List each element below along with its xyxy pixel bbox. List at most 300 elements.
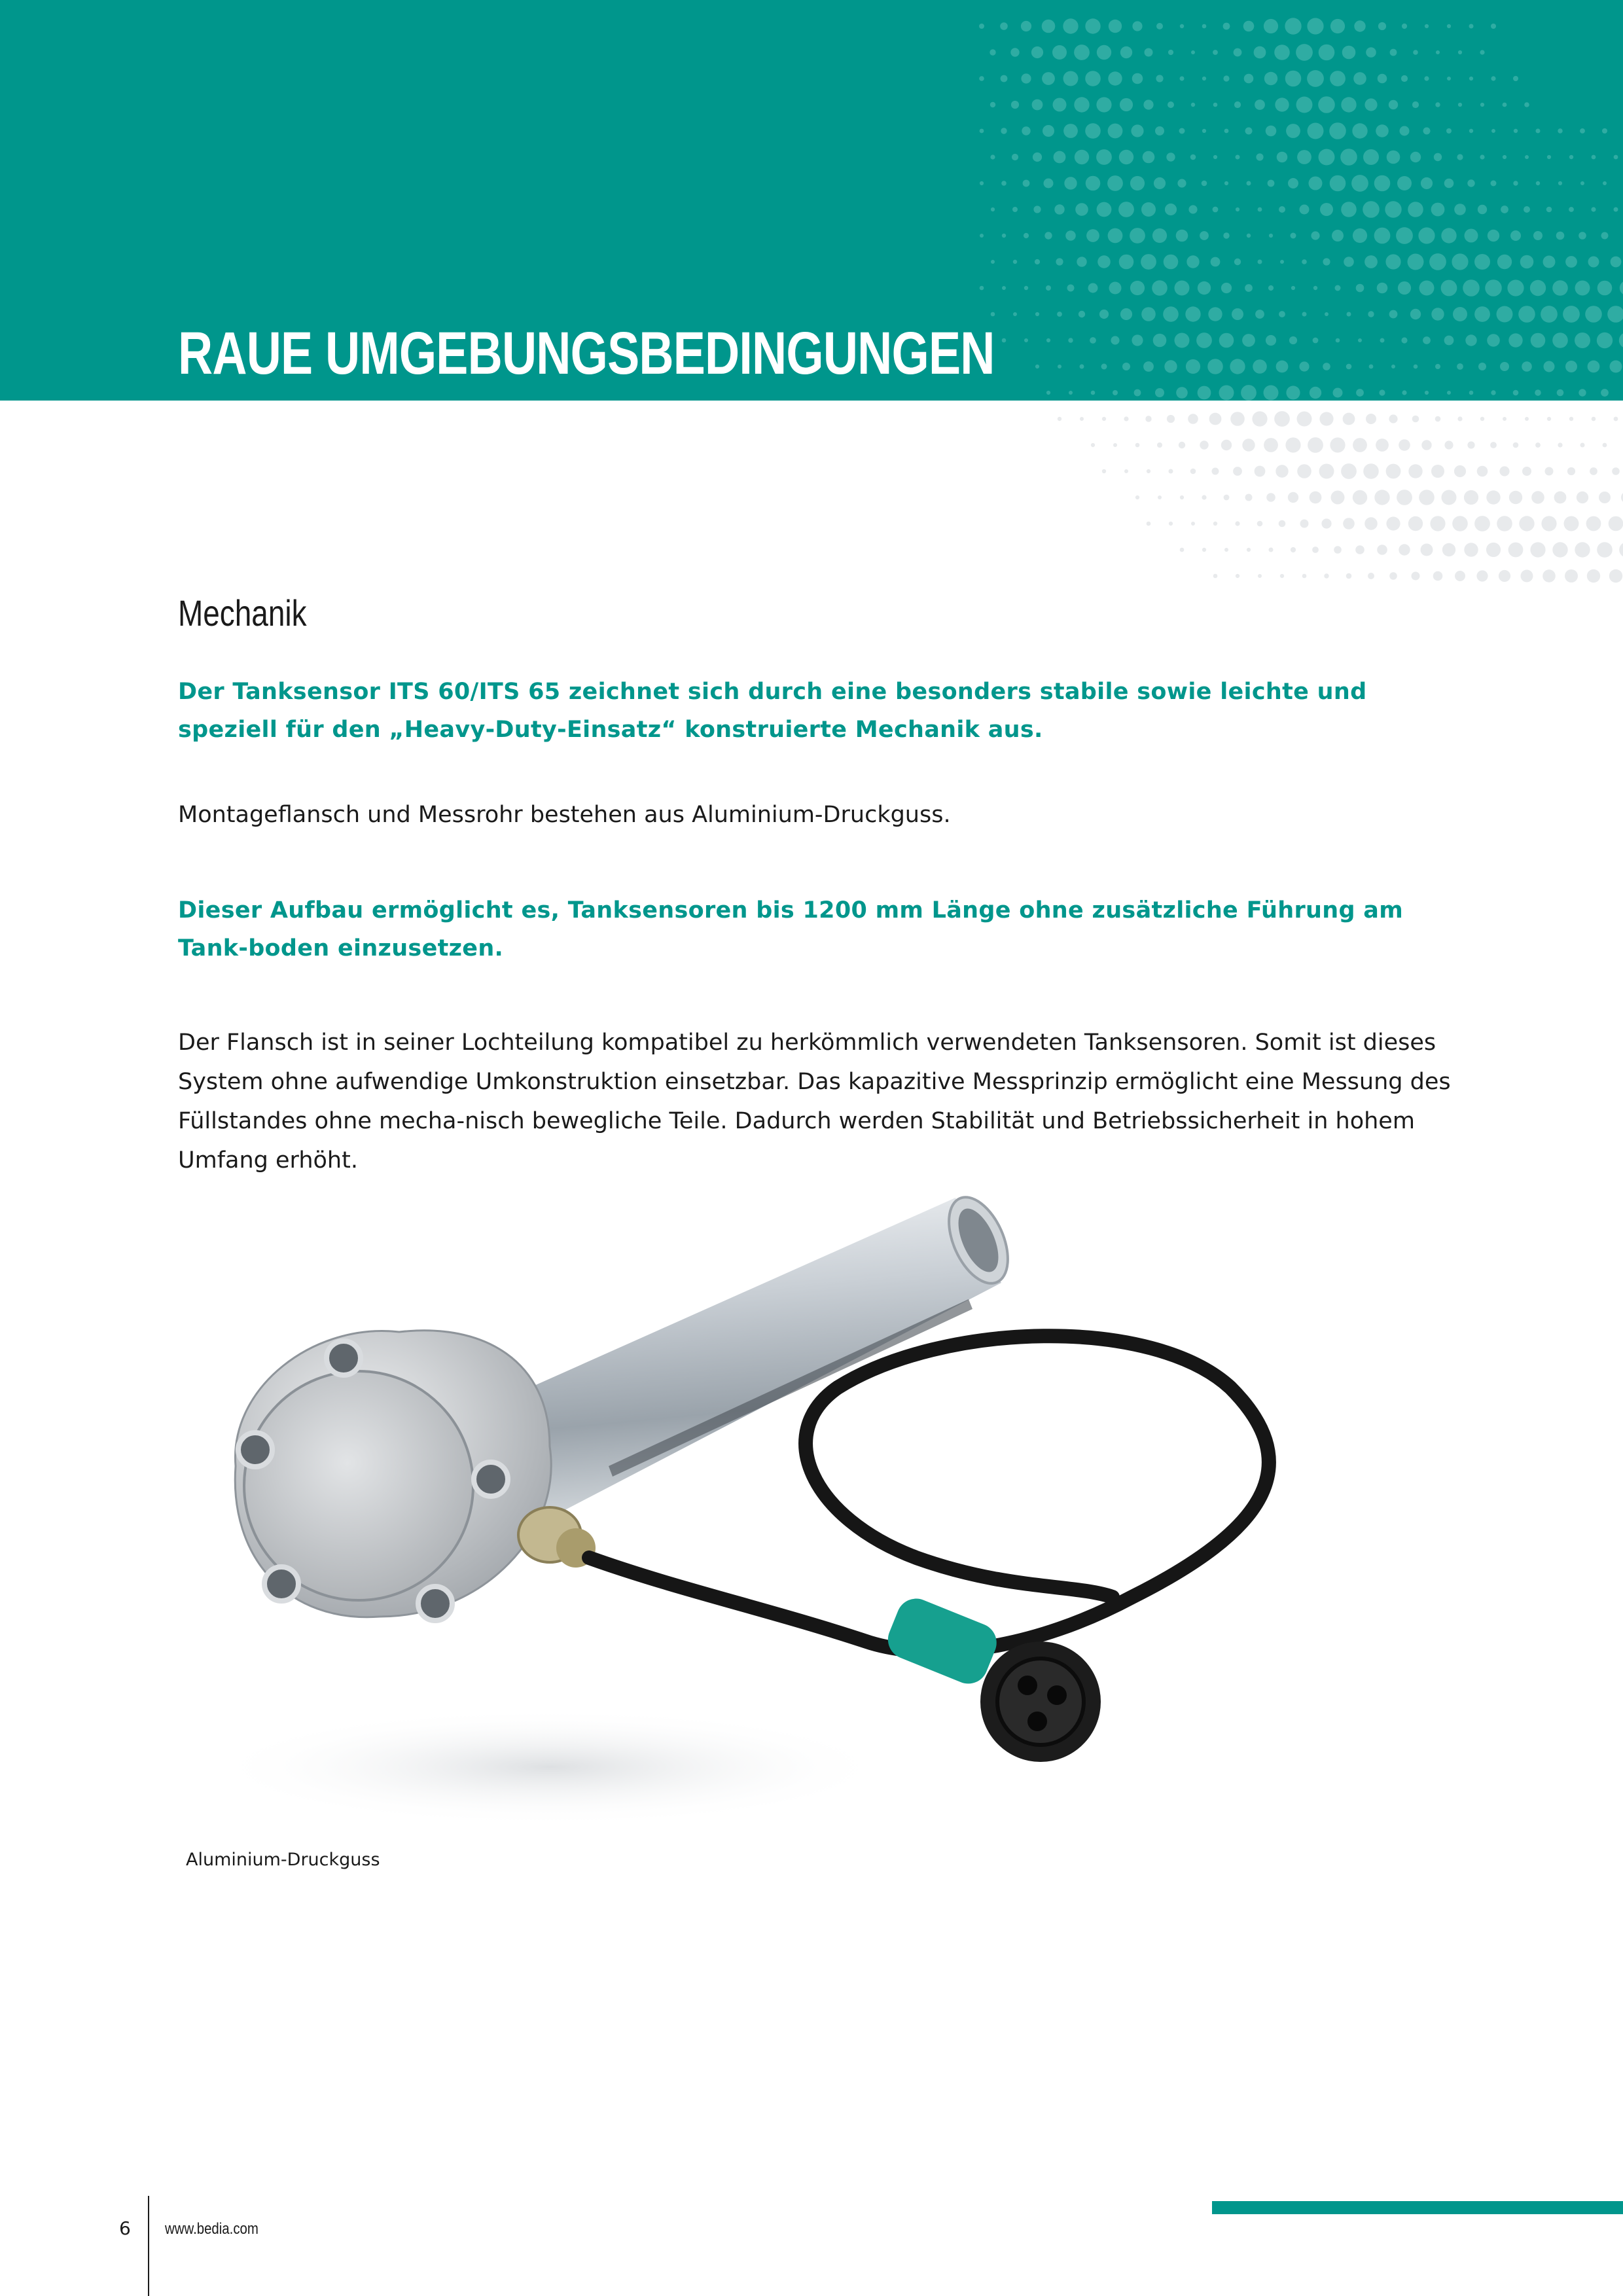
decorative-dot [1580, 128, 1585, 134]
decorative-dot [1474, 306, 1490, 322]
decorative-dot [1242, 334, 1255, 347]
decorative-dot [1612, 467, 1620, 475]
decorative-dot [1610, 361, 1622, 373]
decorative-dot [1058, 365, 1061, 368]
decorative-dot [1179, 442, 1185, 448]
decorative-dot [1255, 99, 1265, 110]
decorative-dot [1401, 75, 1408, 82]
decorative-dot [1291, 286, 1295, 290]
decorative-dot [1185, 306, 1200, 321]
decorative-dot [1508, 543, 1524, 558]
decorative-dot [1291, 547, 1296, 552]
decorative-dot [1230, 359, 1245, 374]
decorative-dot [1480, 103, 1484, 107]
decorative-dot [1152, 228, 1167, 243]
decorative-dot [1565, 361, 1577, 372]
decorative-dot [1155, 388, 1164, 397]
decorative-dot [1455, 571, 1465, 581]
decorative-dot [1519, 516, 1534, 531]
decorative-dot [1032, 99, 1043, 111]
decorative-dot [1241, 385, 1257, 401]
decorative-dot [1213, 155, 1217, 159]
decorative-dot [1153, 334, 1167, 348]
decorative-dot [1469, 77, 1473, 81]
decorative-dot [1141, 307, 1156, 321]
decorative-dot [1024, 338, 1028, 342]
decorative-dot [1255, 310, 1264, 319]
decorative-dot [1113, 390, 1118, 395]
decorative-dot [1247, 181, 1251, 186]
decorative-dot [1085, 71, 1101, 86]
decorative-dot [1001, 181, 1007, 186]
decorative-dot [1324, 573, 1329, 578]
decorative-dot [1541, 516, 1556, 531]
decorative-dot [1611, 257, 1622, 268]
footer-url-link[interactable]: www.bedia.com [165, 2220, 259, 2238]
decorative-dot [1323, 258, 1330, 265]
decorative-dot [1368, 311, 1374, 317]
decorative-dot [1190, 469, 1196, 475]
decorative-dot [1247, 548, 1251, 552]
decorative-dot [1552, 280, 1568, 296]
decorative-dot [1364, 255, 1378, 268]
decorative-dot [1096, 97, 1111, 112]
decorative-dot [1113, 443, 1117, 447]
decorative-dot [1223, 75, 1229, 81]
decorative-dot [1575, 542, 1590, 557]
decorative-dot [1408, 202, 1423, 217]
connector-plug [882, 1592, 1101, 1762]
decorative-dot [1130, 176, 1145, 190]
decorative-dot [1291, 233, 1296, 239]
decorative-dot [1044, 179, 1054, 188]
decorative-dot [1297, 464, 1311, 478]
decorative-dot [1330, 175, 1346, 192]
decorative-dot [1476, 570, 1488, 581]
decorative-dot [1347, 312, 1351, 317]
decorative-dot [1130, 228, 1145, 243]
decorative-dot [1243, 21, 1255, 32]
decorative-dot [1310, 387, 1321, 399]
decorative-dot [1597, 281, 1613, 296]
decorative-dot [1309, 177, 1323, 190]
decorative-dot [1457, 363, 1463, 370]
decorative-dot [1499, 466, 1509, 476]
decorative-dot [1397, 490, 1412, 505]
decorative-dot [1554, 492, 1567, 504]
decorative-dot [1543, 569, 1556, 583]
decorative-dot [1585, 306, 1602, 323]
decorative-dot [1219, 386, 1234, 401]
decorative-dot [1279, 206, 1285, 213]
decorative-dot [1131, 124, 1143, 137]
decorative-dot [1245, 128, 1253, 135]
decorative-dot [1457, 154, 1463, 160]
decorative-dot [1279, 520, 1286, 528]
decorative-dot [1423, 128, 1431, 135]
decorative-dot [1578, 232, 1586, 240]
decorative-dot [1057, 312, 1062, 317]
decorative-dot [1491, 390, 1495, 395]
decorative-dot [1191, 50, 1195, 54]
decorative-dot [1168, 50, 1173, 55]
decorative-dot [1255, 466, 1266, 477]
decorative-dot [1480, 417, 1484, 421]
decorative-dot [1522, 467, 1531, 476]
decorative-dot [1046, 391, 1050, 395]
decorative-dot [1431, 308, 1444, 320]
decorative-dot [1155, 126, 1164, 135]
decorative-dot [1536, 181, 1540, 185]
decorative-dot [1288, 492, 1298, 503]
decorative-dot [1221, 283, 1232, 293]
decorative-dot [1299, 361, 1309, 371]
decorative-dot [1234, 101, 1241, 108]
section-heading: Mechanik [178, 592, 307, 634]
decorative-dot [1234, 259, 1241, 265]
decorative-dot [1176, 387, 1188, 399]
decorative-dot [1580, 443, 1585, 448]
decorative-dot [1434, 153, 1442, 161]
decorative-dot [1377, 283, 1388, 294]
decorative-dot [1223, 232, 1229, 238]
decorative-dot [1319, 412, 1333, 425]
decorative-dot [1341, 202, 1357, 217]
decorative-dot [1053, 98, 1067, 112]
decorative-dot [1569, 417, 1573, 421]
decorative-dot [1569, 207, 1574, 212]
decorative-dot [1042, 72, 1055, 85]
decorative-dot [1313, 338, 1319, 344]
footer-divider [148, 2196, 149, 2296]
decorative-dot [1424, 76, 1429, 81]
decorative-dot [1075, 203, 1088, 216]
decorative-dot [1186, 255, 1199, 268]
decorative-dot [1442, 490, 1457, 505]
decorative-dot [1486, 490, 1500, 504]
decorative-dot [1509, 491, 1522, 504]
decorative-dot [1369, 365, 1374, 369]
decorative-dot [1180, 548, 1185, 552]
decorative-dot [1577, 492, 1588, 503]
decorative-dot [1446, 128, 1452, 134]
decorative-dot [1235, 521, 1240, 526]
decorative-dot [1558, 442, 1562, 447]
decorative-dot [1454, 465, 1466, 477]
decorative-dot [1046, 285, 1051, 291]
decorative-dot [1280, 260, 1284, 264]
decorative-dot [1001, 128, 1007, 134]
decorative-dot [1190, 154, 1196, 160]
decorative-dot [1269, 548, 1274, 552]
decorative-dot [1232, 308, 1243, 320]
decorative-dot [1069, 391, 1073, 395]
decorative-dot [1052, 45, 1067, 60]
decorative-dot [1325, 312, 1329, 316]
decorative-dot [1412, 416, 1419, 423]
page-title: RAUE UMGEBUNGSBEDINGUNGEN [178, 320, 995, 387]
decorative-dot [1074, 97, 1089, 112]
decorative-dot [1491, 24, 1496, 29]
decorative-dot [1130, 281, 1145, 295]
decorative-dot [1275, 465, 1288, 477]
decorative-dot [1399, 439, 1410, 451]
decorative-dot [1063, 71, 1079, 86]
decorative-dot [1497, 255, 1512, 269]
decorative-dot [1079, 311, 1085, 317]
decorative-dot [1435, 364, 1440, 369]
decorative-dot [1402, 390, 1406, 395]
decorative-dot [1447, 24, 1451, 28]
decorative-dot [1058, 417, 1061, 421]
decorative-dot [1275, 98, 1289, 111]
decorative-dot [1499, 570, 1510, 582]
decorative-dot [1296, 97, 1313, 113]
decorative-dot [1389, 310, 1398, 319]
decorative-dot [1400, 126, 1410, 136]
decorative-dot [1207, 359, 1223, 374]
measuring-tube [471, 1191, 1020, 1532]
decorative-dot [1501, 206, 1508, 213]
decorative-dot [1308, 123, 1324, 139]
decorative-dot [1102, 417, 1106, 421]
decorative-dot [1351, 175, 1368, 192]
decorative-dot [1300, 520, 1309, 528]
decorative-dot [1319, 149, 1335, 166]
decorative-dot [1474, 516, 1490, 531]
decorative-dot [1010, 48, 1019, 56]
decorative-dot [1258, 574, 1262, 578]
decorative-dot [1413, 50, 1418, 55]
decorative-dot [1374, 490, 1389, 505]
decorative-dot [1202, 495, 1206, 499]
decorative-dot [1188, 205, 1197, 213]
body-paragraph-2: Der Flansch ist in seiner Lochteilung kompatibel zu herkömmlich verwendeten Tanksensoren. Somit ist dieses System ohne aufwendige Umkonstruktion einsetzbar. Das kapazitive Messprinzip ermöglicht eine Messung des Füllstandes ohne mecha-nisch bewegliche Teile. Dadurch werden Stabilität und Betriebssicherheit in hohem Umfang erhöht. [178, 1030, 1451, 1174]
decorative-dot [1441, 228, 1456, 243]
decorative-dot [1175, 281, 1190, 296]
decorative-dot [1164, 255, 1179, 270]
decorative-dot [1401, 337, 1407, 343]
decorative-dot [1056, 258, 1063, 265]
decorative-dot [991, 207, 995, 211]
decorative-dot [1480, 50, 1484, 54]
decorative-dot [1408, 464, 1422, 478]
decorative-dot [1097, 255, 1111, 268]
decorative-dot [1224, 181, 1228, 185]
decorative-dot [1425, 391, 1429, 395]
decorative-dot [1564, 516, 1579, 531]
decorative-dot [1346, 573, 1352, 579]
decorative-dot [1453, 307, 1467, 321]
decorative-dot [1154, 177, 1166, 189]
decorative-dot [990, 154, 995, 159]
decorative-dot [1276, 361, 1289, 373]
decorative-dot [1578, 389, 1586, 396]
decorative-dot [1023, 180, 1030, 187]
decorative-dot [1342, 46, 1356, 60]
decorative-dot [1143, 361, 1154, 372]
decorative-dot [1378, 74, 1387, 84]
decorative-dot [1333, 388, 1343, 398]
decorative-dot [1513, 76, 1518, 81]
decorative-dot [1208, 307, 1222, 321]
footer-accent-bar [1212, 2201, 1623, 2214]
decorative-dot [1452, 253, 1468, 270]
decorative-dot [1268, 285, 1274, 291]
decorative-dot [1312, 547, 1319, 553]
decorative-dot [1202, 24, 1207, 29]
decorative-dot [1331, 491, 1345, 505]
decorative-dot [1107, 175, 1123, 191]
decorative-dot [1134, 389, 1141, 397]
decorative-dot [1363, 463, 1379, 479]
decorative-dot [1043, 125, 1054, 137]
decorative-dot [1421, 440, 1431, 450]
decorative-dot [1302, 574, 1307, 579]
decorative-dot [1213, 522, 1217, 526]
decorative-dot [1390, 49, 1397, 56]
decorative-dot [1508, 333, 1522, 347]
decorative-dot [1077, 257, 1086, 266]
decorative-dot [1157, 442, 1162, 448]
mounting-flange [235, 1331, 551, 1621]
decorative-dot [1286, 386, 1300, 399]
decorative-dot [1245, 494, 1253, 501]
decorative-dot [1124, 469, 1128, 473]
decorative-dot [1252, 411, 1267, 426]
decorative-dot [1318, 96, 1335, 113]
decorative-dot [1202, 77, 1206, 81]
lead-paragraph-1: Der Tanksensor ITS 60/ITS 65 zeichnet sich durch eine besonders stabile sowie leichte und speziell für den „Heavy-Duty-Einsatz“ konstruierte Mechanik aus. [178, 679, 1367, 743]
decorative-dot [1132, 73, 1143, 84]
decorative-dot [1408, 254, 1424, 270]
decorative-dot [1419, 281, 1435, 296]
decorative-dot [1363, 149, 1379, 165]
decorative-dot [1191, 522, 1195, 526]
decorative-dot [1074, 45, 1090, 60]
decorative-dot [1510, 230, 1521, 241]
decorative-dot [1132, 334, 1143, 346]
decorative-dot [1530, 542, 1545, 557]
decorative-dot [1054, 151, 1066, 164]
decorative-dot [1224, 129, 1229, 134]
decorative-dot [1419, 490, 1435, 505]
decorative-dot [1021, 21, 1031, 31]
decorative-dot [1169, 469, 1173, 474]
decorative-dot [1176, 230, 1188, 242]
decorative-dot [1330, 437, 1345, 452]
decorative-dot [1086, 176, 1101, 191]
decorative-dot [1447, 77, 1451, 81]
decorative-dot [1487, 334, 1500, 347]
decorative-dot [1277, 152, 1288, 163]
decorative-dot [1379, 389, 1385, 395]
decorative-dot [1329, 122, 1346, 139]
decorative-dot [1597, 542, 1613, 558]
decorative-dot [1435, 102, 1440, 107]
decorative-dot [1313, 286, 1317, 290]
decorative-dot [1332, 230, 1344, 242]
decorative-dot [1565, 569, 1578, 583]
decorative-dot [1297, 412, 1312, 427]
decorative-dot [1213, 103, 1218, 107]
decorative-dot [1435, 416, 1441, 422]
decorative-dot [1597, 332, 1613, 348]
decorative-dot [1522, 361, 1532, 372]
decorative-dot [1340, 149, 1357, 166]
decorative-dot [1180, 77, 1185, 81]
decorative-dot [1377, 545, 1387, 555]
decorative-dot [1356, 284, 1364, 293]
decorative-dot [1378, 22, 1386, 30]
decorative-dot [1266, 493, 1275, 502]
decorative-dot [1297, 150, 1311, 164]
decorative-dot [1163, 306, 1179, 322]
decorative-dot [1108, 71, 1122, 85]
decorative-dot [1064, 177, 1077, 189]
decorative-dot [1213, 50, 1218, 55]
decorative-dot [1012, 154, 1018, 160]
decorative-dot [1619, 332, 1623, 348]
decorative-dot [1444, 440, 1453, 449]
decorative-dot [1063, 124, 1078, 138]
decorative-dot [1035, 312, 1039, 316]
decorative-dot [1458, 50, 1462, 54]
decorative-dot [1436, 50, 1440, 54]
decorative-dot [1556, 232, 1565, 240]
page-number: 6 [119, 2217, 131, 2239]
decorative-dot [1398, 281, 1411, 295]
decorative-dot [1507, 279, 1524, 296]
decorative-dot [1397, 176, 1412, 190]
decorative-dot [1586, 516, 1601, 531]
decorative-dot [1580, 181, 1584, 185]
decorative-dot [1491, 76, 1495, 81]
decorative-dot [1109, 282, 1122, 295]
decorative-dot [1080, 417, 1084, 421]
decorative-dot [1152, 280, 1168, 296]
decorative-dot [1418, 227, 1435, 243]
decorative-dot [1497, 306, 1513, 323]
decorative-dot [1412, 101, 1419, 108]
decorative-dot [1355, 545, 1364, 554]
decorative-dot [1236, 574, 1240, 578]
decorative-dot [1429, 253, 1446, 270]
decorative-dot [1166, 152, 1175, 161]
decorative-dot [1478, 363, 1486, 370]
decorative-dot [1258, 260, 1262, 264]
decorative-dot [1080, 365, 1084, 369]
decorative-dot [1399, 544, 1410, 555]
decorative-dot [1391, 365, 1395, 368]
decorative-dot [980, 234, 984, 238]
decorative-dot [1224, 495, 1230, 501]
decorative-dot [1503, 155, 1507, 159]
decorative-dot [1469, 391, 1474, 395]
decorative-dot [1285, 437, 1300, 452]
decorative-dot [1320, 203, 1333, 216]
decorative-dot [1180, 24, 1184, 28]
decorative-dot [1513, 390, 1519, 396]
decorative-dot [1120, 46, 1132, 58]
decorative-dot [1132, 21, 1142, 31]
decorative-dot [1603, 443, 1607, 448]
decorative-dot [1503, 417, 1507, 421]
decorative-dot [1330, 19, 1345, 33]
decorative-dot [1011, 101, 1019, 109]
decorative-dot [1285, 71, 1302, 87]
decorative-dot [1097, 202, 1112, 217]
